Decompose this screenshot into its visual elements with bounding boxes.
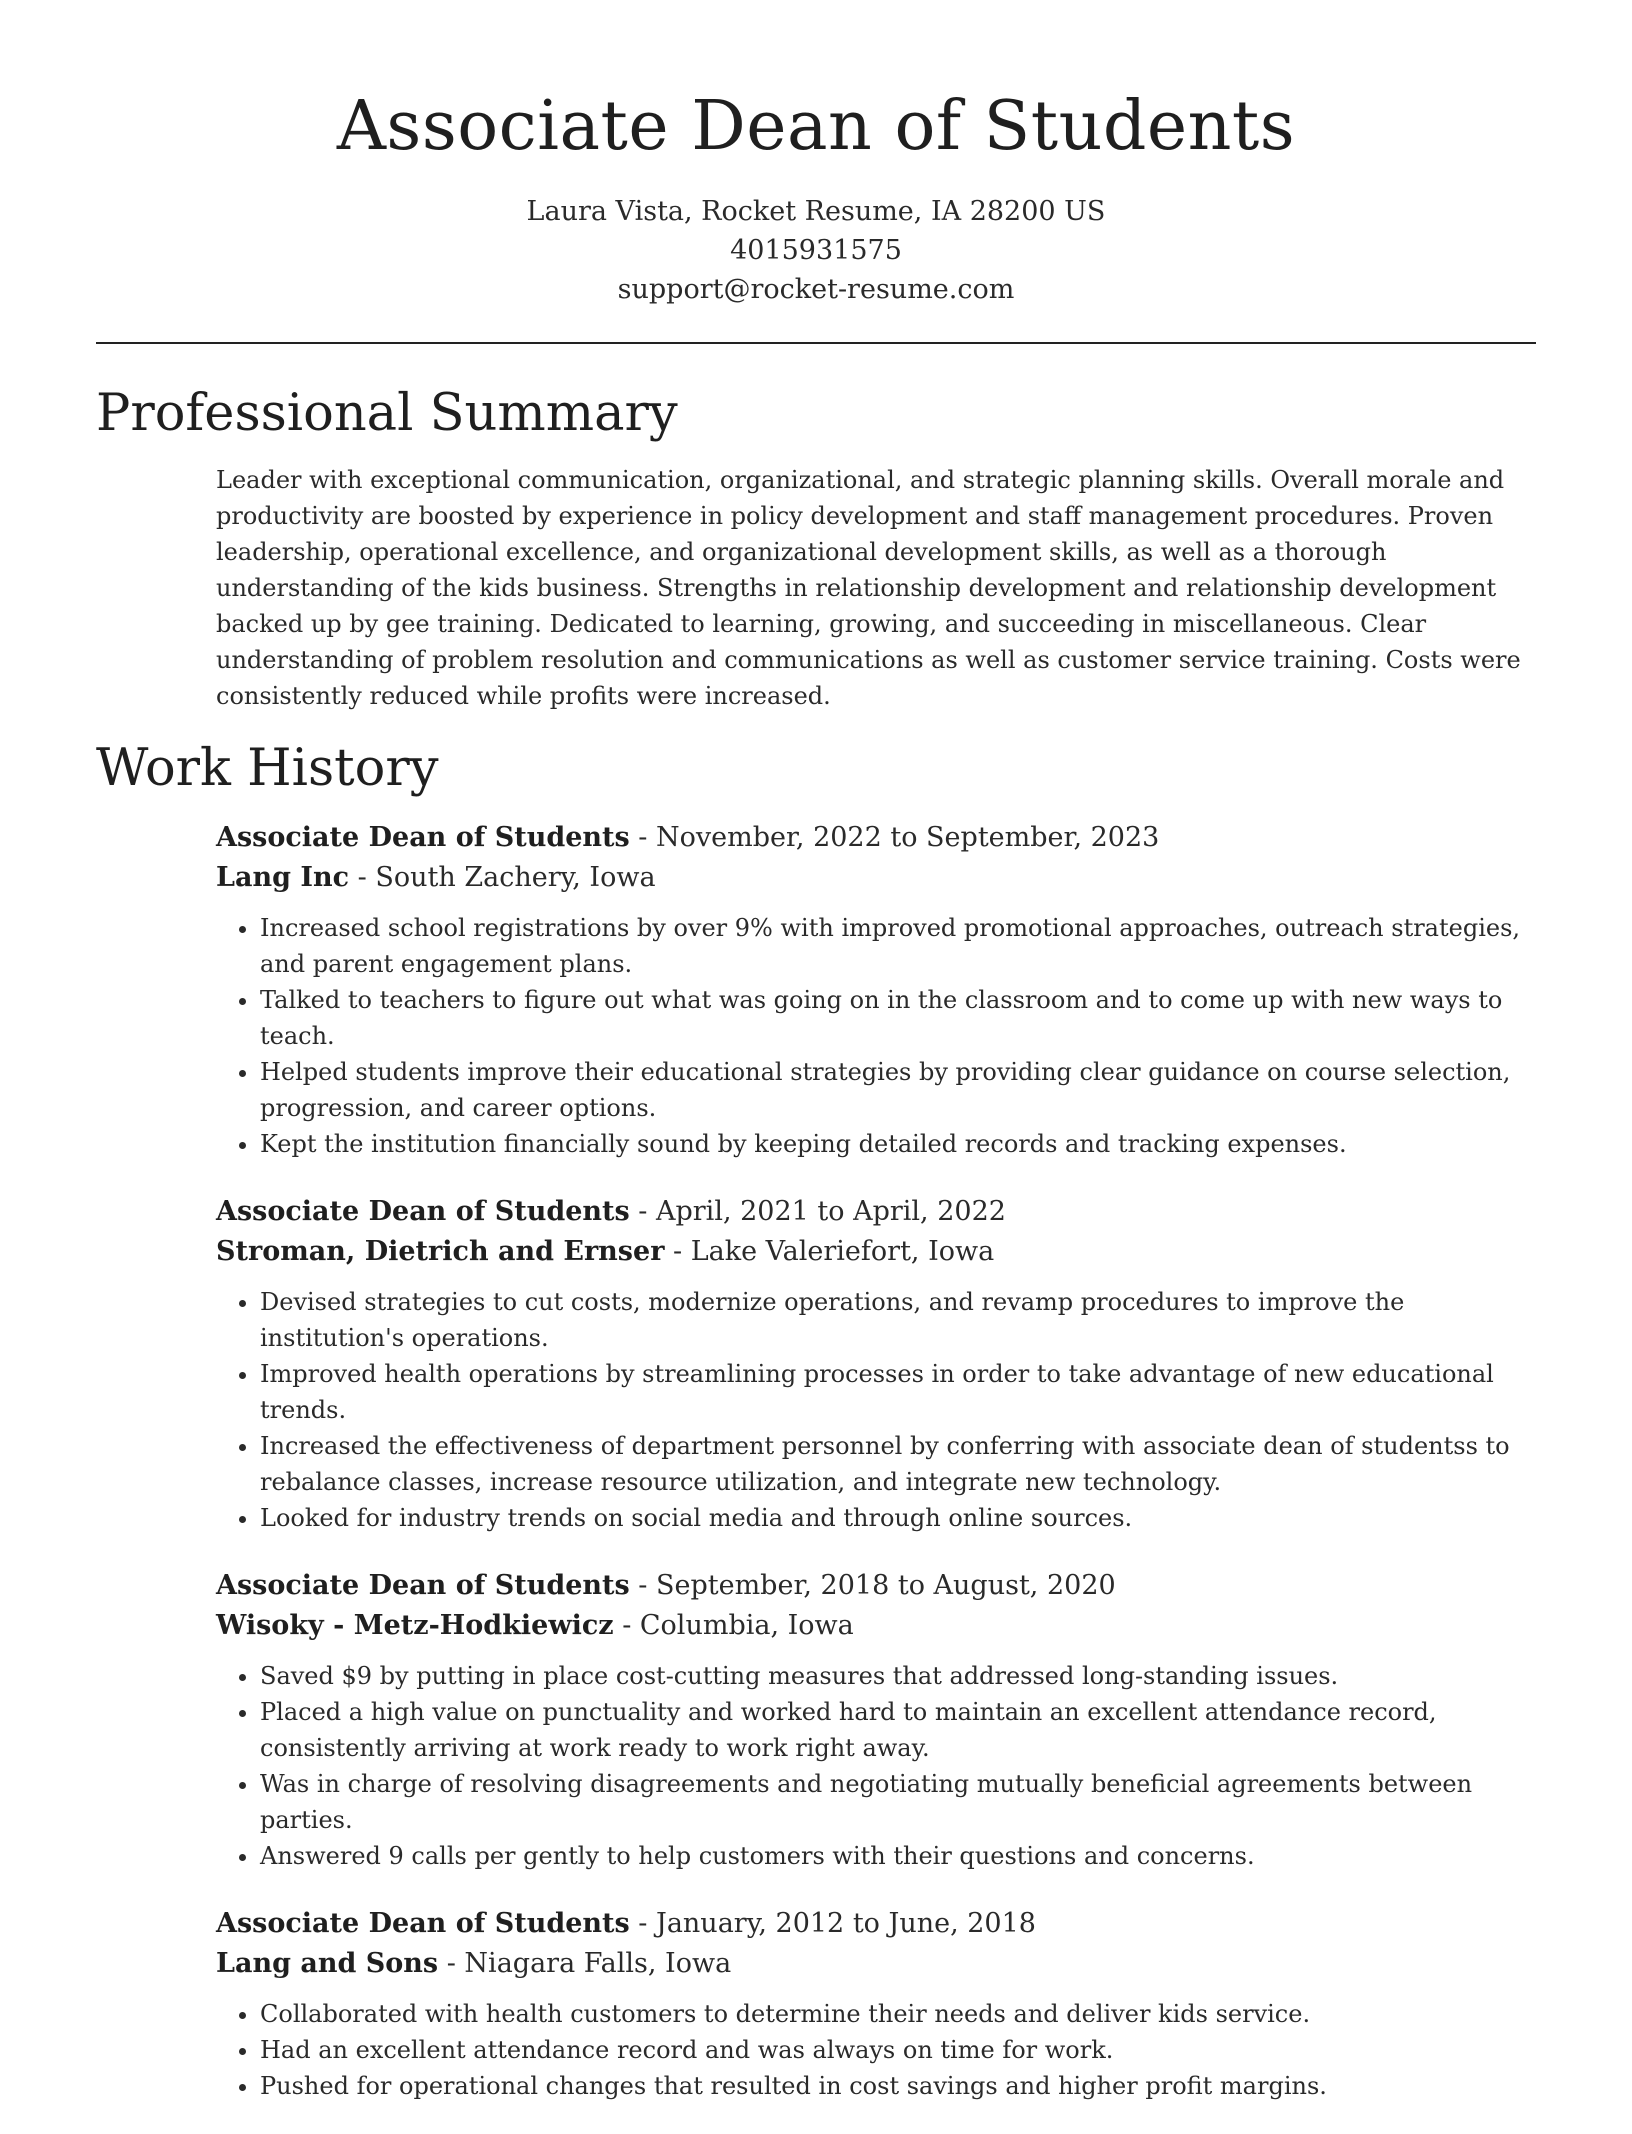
summary-text: Leader with exceptional communication, organizational, and strategic planning skills. Overall morale and productivity are boosted by experience in policy development and staff management procedures. Proven leadership, operational excellence, and organizational development skills, as well as a thorough understanding of the kids business. Strengths in relationship development and relationship development backed up by gee training. Dedicated to learning, growing, and succeeding in miscellaneous. Clear understanding of problem resolution and communications as well as customer service training. Costs were consistently reduced while profits were increased.	[216, 466, 1521, 710]
job-entry	[216, 1904, 1538, 2104]
job-bullet-list	[216, 910, 1538, 1162]
job-location: - Lake Valeriefort, Iowa	[664, 1236, 995, 1267]
job-bullet-list	[216, 1284, 1538, 1536]
job-bullet: • Devised strategies to cut costs, modernize operations, and revamp procedures to improve the institution's operations.	[260, 1284, 1538, 1356]
job-bullet: • Had an excellent attendance record and was always on time for work.	[260, 2032, 1538, 2068]
job-bullet: • Placed a high value on punctuality and worked hard to maintain an excellent attendance record, consistently arriving at work ready to work right away.	[260, 1694, 1538, 1766]
job-bullet: • Answered 9 calls per gently to help customers with their questions and concerns.	[260, 1838, 1538, 1874]
job-location: - Niagara Falls, Iowa	[438, 1948, 732, 1979]
job-entry	[216, 1192, 1538, 1536]
job-dates: - September, 2018 to August, 2020	[629, 1570, 1116, 1601]
job-bullet-list	[216, 1658, 1538, 1874]
job-bullet: • Increased the effectiveness of department personnel by conferring with associate dean of studentss to rebalance classes, increase resource utilization, and integrate new technology.	[260, 1428, 1538, 1500]
job-title: Associate Dean of Students	[216, 1908, 630, 1939]
job-company-line	[216, 1606, 1538, 1646]
job-entry	[216, 818, 1538, 1162]
resume-title: Associate Dean of Students	[336, 87, 1296, 166]
job-dates: - January, 2012 to June, 2018	[629, 1908, 1036, 1939]
job-dates: - April, 2021 to April, 2022	[629, 1196, 1006, 1227]
job-company: Lang and Sons	[216, 1948, 439, 1979]
contact-address: Laura Vista, Rocket Resume, IA 28200 US	[526, 196, 1106, 227]
job-title-line	[216, 1192, 1538, 1232]
job-title-line	[216, 818, 1538, 858]
job-list	[216, 818, 1538, 2134]
contact-block	[0, 192, 1632, 309]
job-bullet: • Pushed for operational changes that resulted in cost savings and higher profit margins.	[260, 2068, 1538, 2104]
job-bullet: • Helped students improve their educational strategies by providing clear guidance on course selection, progression, and career options.	[260, 1054, 1538, 1126]
job-company: Stroman, Dietrich and Ernser	[216, 1236, 665, 1267]
job-title: Associate Dean of Students	[216, 1196, 630, 1227]
job-entry	[216, 1566, 1538, 1874]
job-bullet-list	[216, 1996, 1538, 2104]
job-location: - South Zachery, Iowa	[349, 862, 656, 893]
contact-email: support@rocket-resume.com	[617, 274, 1015, 305]
job-bullet: • Talked to teachers to figure out what was going on in the classroom and to come up with new ways to teach.	[260, 982, 1538, 1054]
job-dates: - November, 2022 to September, 2023	[629, 822, 1160, 853]
work-history-heading: Work History	[96, 739, 439, 798]
header-divider	[96, 342, 1536, 344]
job-company-line	[216, 1232, 1538, 1272]
job-bullet: • Was in charge of resolving disagreements and negotiating mutually beneficial agreements between parties.	[260, 1766, 1538, 1838]
job-bullet: • Kept the institution financially sound by keeping detailed records and tracking expenses.	[260, 1126, 1538, 1162]
job-title: Associate Dean of Students	[216, 822, 630, 853]
job-company: Wisoky - Metz-Hodkiewicz	[216, 1610, 614, 1641]
job-bullet: • Increased school registrations by over 9% with improved promotional approaches, outreach strategies, and parent engagement plans.	[260, 910, 1538, 982]
job-bullet: • Collaborated with health customers to determine their needs and deliver kids service.	[260, 1996, 1538, 2032]
job-title: Associate Dean of Students	[216, 1570, 630, 1601]
contact-phone: 4015931575	[730, 235, 902, 266]
job-company: Lang Inc	[216, 862, 350, 893]
job-title-line	[216, 1904, 1538, 1944]
job-company-line	[216, 1944, 1538, 1984]
resume-header	[0, 0, 1632, 309]
job-company-line	[216, 858, 1538, 898]
job-bullet: • Improved health operations by streamlining processes in order to take advantage of new educational trends.	[260, 1356, 1538, 1428]
job-title-line	[216, 1566, 1538, 1606]
job-bullet: • Looked for industry trends on social media and through online sources.	[260, 1500, 1538, 1536]
job-location: - Columbia, Iowa	[613, 1610, 854, 1641]
job-bullet: • Saved $9 by putting in place cost-cutting measures that addressed long-standing issues.	[260, 1658, 1538, 1694]
summary-heading: Professional Summary	[96, 384, 678, 443]
